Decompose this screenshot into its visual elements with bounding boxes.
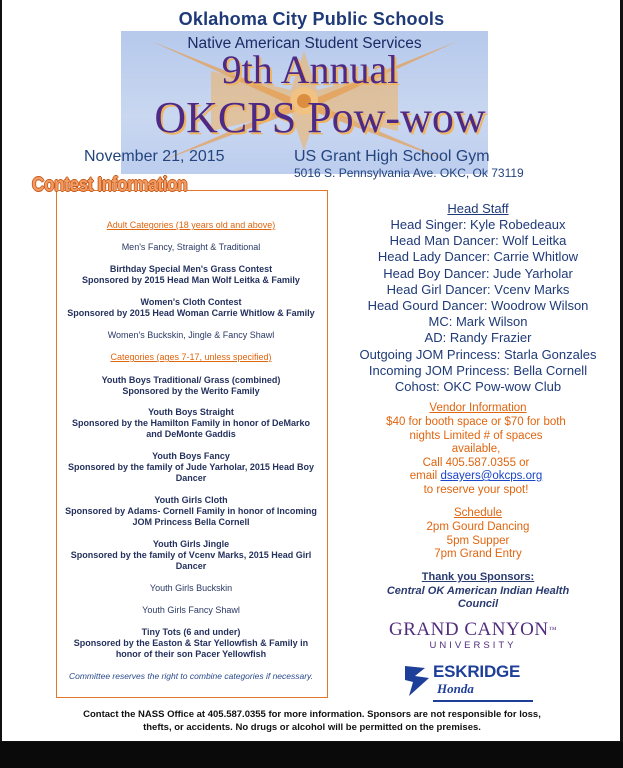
staff-line: Head Gourd Dancer: Woodrow Wilson — [367, 298, 589, 314]
contest-womens-cloth-sponsor: Sponsored by 2015 Head Woman Carrie Whitlow & Family — [67, 308, 315, 318]
staff-line: Head Lady Dancer: Carrie Whitlow — [377, 249, 579, 265]
school-name: Oklahoma City Public Schools — [178, 9, 445, 29]
vendor-email-line — [356, 470, 596, 484]
gcu-trademark: ™ — [548, 625, 557, 634]
staff-line: Cohost: OKC Pow-wow Club — [394, 379, 562, 395]
contest-birthday-sponsor: Sponsored by 2015 Head Man Wolf Leitka & Family — [82, 275, 300, 285]
venue-address: 5016 S. Pennsylvania Ave. OKC, Ok 73119 — [294, 166, 524, 180]
schedule-item: 7pm Grand Entry — [434, 548, 522, 560]
contest-birthday-special: Birthday Special Men's Grass Contest — [109, 264, 273, 274]
contest-youth-boys-fancy-sponsor-2: Dancer — [175, 473, 207, 483]
contest-womens-buckskin: Women's Buckskin, Jingle & Fancy Shawl — [107, 330, 275, 340]
head-staff-list — [336, 217, 620, 395]
footer-line: thefts, or accidents. No drugs or alcohol will be permitted on the premises. — [143, 721, 481, 733]
footer-disclaimer — [70, 709, 554, 734]
bottom-black-bar — [0, 742, 623, 768]
sponsors-heading: Thank you Sponsors: — [421, 571, 535, 583]
contest-youth-girls-fancy-shawl: Youth Girls Fancy Shawl — [142, 605, 240, 615]
department-name: Native American Student Services — [187, 35, 422, 52]
head-staff-heading: Head Staff — [447, 201, 509, 216]
staff-line: Head Boy Dancer: Jude Yarholar — [383, 265, 573, 281]
vendor-info-heading: Vendor Information — [429, 402, 527, 414]
vendor-email-prefix: email — [409, 470, 441, 482]
staff-line: Incoming JOM Princess: Bella Cornell — [368, 362, 588, 378]
left-border — [0, 0, 2, 768]
contest-youth-girls-jingle: Youth Girls Jingle — [152, 539, 230, 549]
schedule-item: 2pm Gourd Dancing — [426, 521, 530, 533]
contest-youth-girls-buckskin: Youth Girls Buckskin — [149, 583, 233, 593]
contest-womens-cloth: Women's Cloth Contest — [140, 297, 242, 307]
eskridge-underline — [433, 700, 533, 702]
vendor-line: to reserve your spot! — [423, 483, 529, 496]
contest-mens-categories: Men's Fancy, Straight & Traditional — [121, 242, 261, 252]
edition-title: 9th Annual — [221, 47, 399, 92]
staff-line: AD: Randy Frazier — [424, 330, 532, 346]
sponsor-line: Central OK American Indian Health — [386, 585, 570, 597]
event-date: November 21, 2015 — [84, 148, 225, 165]
contest-tiny-tots: Tiny Tots (6 and under) — [141, 627, 241, 637]
staff-line: Head Girl Dancer: Vcenv Marks — [386, 281, 570, 297]
schedule-heading: Schedule — [454, 507, 502, 519]
adult-categories-heading: Adult Categories (18 years old and above) — [106, 220, 276, 230]
gcu-logo-name — [388, 620, 558, 640]
vendor-line: nights Limited # of spaces — [409, 429, 543, 442]
event-venue: US Grant High School Gym — [294, 148, 490, 165]
contest-youth-girls-cloth: Youth Girls Cloth — [154, 495, 228, 505]
eskridge-logo-text: ESKRIDGE — [433, 662, 521, 681]
staff-line: Outgoing JOM Princess: Starla Gonzales — [359, 346, 597, 362]
contest-youth-boys-traditional: Youth Boys Traditional/ Grass (combined) — [101, 375, 281, 385]
vendor-line: available, — [451, 443, 501, 455]
contest-youth-boys-fancy: Youth Boys Fancy — [152, 451, 230, 461]
contest-tiny-tots-sponsor-2: honor of their son Pacer Yellowfish — [115, 649, 267, 659]
youth-categories-heading: Categories (ages 7-17, unless specified) — [110, 352, 272, 362]
contest-tiny-tots-sponsor: Sponsored by the Easton & Star Yellowfish & Family in — [73, 638, 309, 648]
vendor-line: Call 405.587.0355 or — [422, 456, 530, 469]
gcu-logo-text: GRAND CANYON — [389, 619, 549, 640]
honda-logo-text: Honda — [437, 681, 474, 696]
event-title: OKCPS Pow-wow — [154, 93, 486, 142]
vendor-info — [356, 416, 596, 497]
contest-youth-girls-cloth-sponsor-2: JOM Princess Bella Cornell — [132, 517, 250, 527]
vendor-line: $40 for booth space or $70 for both — [386, 416, 566, 428]
contest-youth-boys-straight: Youth Boys Straight — [148, 407, 234, 417]
staff-line: Head Man Dancer: Wolf Leitka — [389, 233, 567, 249]
sponsor-health-council — [360, 585, 596, 611]
contest-youth-girls-jingle-sponsor-2: Dancer — [175, 561, 207, 571]
contest-youth-boys-fancy-sponsor: Sponsored by the family of Jude Yarholar, 2015 Head Boy — [68, 462, 314, 472]
schedule-item: 5pm Supper — [446, 534, 510, 547]
eskridge-flag-icon — [403, 664, 431, 698]
contest-info-title: Contest Information — [32, 174, 188, 196]
sponsor-line: Council — [457, 598, 499, 610]
schedule-list — [336, 521, 620, 562]
contest-committee-note: Committee reserves the right to combine categories if necessary. — [68, 671, 314, 681]
staff-line: MC: Mark Wilson — [428, 314, 528, 330]
contest-youth-girls-cloth-sponsor: Sponsored by Adams- Cornell Family in honor of Incoming — [65, 506, 317, 516]
staff-line: Head Singer: Kyle Robedeaux — [390, 217, 566, 232]
vendor-email-link[interactable]: dsayers@okcps.org — [440, 470, 543, 482]
contest-youth-boys-straight-sponsor-2: and DeMonte Gaddis — [146, 429, 236, 439]
contest-youth-girls-jingle-sponsor: Sponsored by the family of Vcenv Marks, 2015 Head Girl — [70, 550, 312, 560]
grand-canyon-university-logo — [388, 620, 558, 651]
contest-youth-boys-traditional-sponsor: Sponsored by the Werito Family — [122, 386, 260, 396]
eskridge-honda-logo — [403, 660, 543, 704]
footer-line: Contact the NASS Office at 405.587.0355 for more information. Sponsors are not responsible for loss, — [83, 709, 541, 720]
gcu-logo-sub: UNIVERSITY — [429, 640, 517, 651]
contest-youth-boys-straight-sponsor: Sponsored by the Hamilton Family in honor of DeMarko — [71, 418, 311, 428]
